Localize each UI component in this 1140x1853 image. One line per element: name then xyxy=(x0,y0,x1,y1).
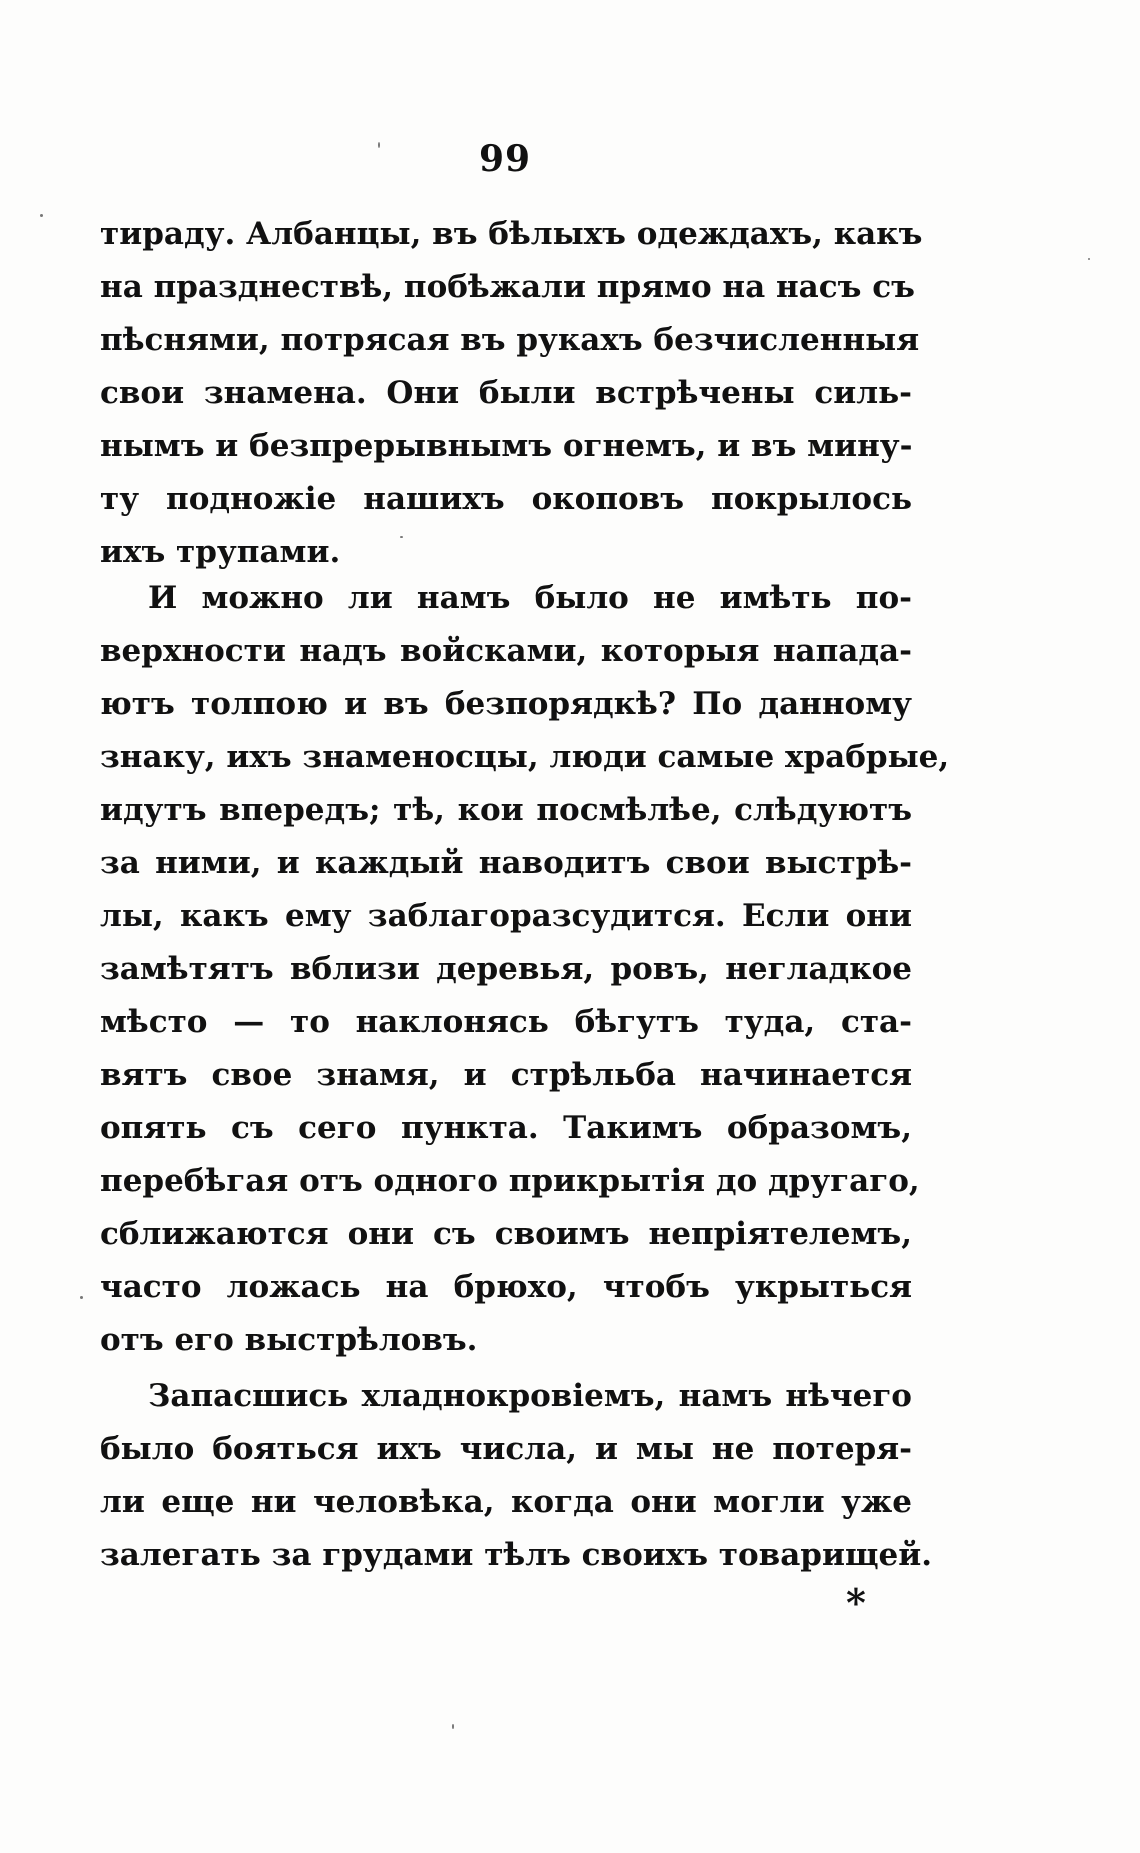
paragraph-2 xyxy=(100,572,950,1367)
scan-speck xyxy=(40,214,43,217)
text-line: на празднествѣ, побѣжали прямо на насъ съ xyxy=(100,269,915,305)
text-line: было бояться ихъ числа, и мы не потеря- xyxy=(100,1431,912,1467)
text-line: отъ его выстрѣловъ. xyxy=(100,1322,478,1358)
scan-speck xyxy=(378,142,380,148)
text-line: ихъ трупами. xyxy=(100,534,341,570)
page-number: 99 xyxy=(478,138,532,180)
paragraph-1 xyxy=(100,208,923,579)
section-asterisk: * xyxy=(846,1580,866,1625)
text-line: за ними, и каждый наводитъ свои выстрѣ- xyxy=(100,845,912,881)
text-line: вятъ свое знамя, и стрѣльба начинается xyxy=(100,1057,912,1093)
scan-speck xyxy=(452,1724,454,1729)
text-line: свои знамена. Они были встрѣчены силь- xyxy=(100,375,912,411)
text-line: ли еще ни человѣка, когда они могли уже xyxy=(100,1484,912,1520)
text-line: опять съ сего пункта. Такимъ образомъ, xyxy=(100,1110,912,1146)
text-line: нымъ и безпрерывнымъ огнемъ, и въ мину- xyxy=(100,428,913,464)
text-line: мѣсто — то наклонясь бѣгутъ туда, ста- xyxy=(100,1004,912,1040)
paragraph-3 xyxy=(100,1370,933,1582)
text-line: знаку, ихъ знаменосцы, люди самые храбрые, xyxy=(100,739,950,775)
text-line: верхности надъ войсками, которыя напада- xyxy=(100,633,912,669)
text-line: ютъ толпою и въ безпорядкѣ? По данному xyxy=(100,686,912,722)
text-line: И можно ли намъ было не имѣть по- xyxy=(148,580,912,616)
scan-speck xyxy=(1088,258,1090,260)
text-line: пѣснями, потрясая въ рукахъ безчисленныя xyxy=(100,322,920,358)
text-line: лы, какъ ему заблагоразсудится. Если они xyxy=(100,898,912,934)
text-line: тираду. Албанцы, въ бѣлыхъ одеждахъ, какъ xyxy=(100,216,923,252)
text-line: сближаются они съ своимъ непріятелемъ, xyxy=(100,1216,912,1252)
scan-speck xyxy=(400,536,403,538)
text-line: залегать за грудами тѣлъ своихъ товарищей. xyxy=(100,1537,933,1573)
text-line: Запасшись хладнокровіемъ, намъ нѣчего xyxy=(148,1378,912,1414)
text-line: замѣтятъ вблизи деревья, ровъ, негладкое xyxy=(100,951,912,987)
text-line: часто ложась на брюхо, чтобъ укрыться xyxy=(100,1269,912,1305)
text-line: идутъ впередъ; тѣ, кои посмѣлѣе, слѣдуютъ xyxy=(100,792,912,828)
text-line: перебѣгая отъ одного прикрытія до другаго, xyxy=(100,1163,920,1199)
text-line: ту подножіе нашихъ окоповъ покрылось xyxy=(100,481,912,517)
scan-speck xyxy=(80,1296,83,1299)
